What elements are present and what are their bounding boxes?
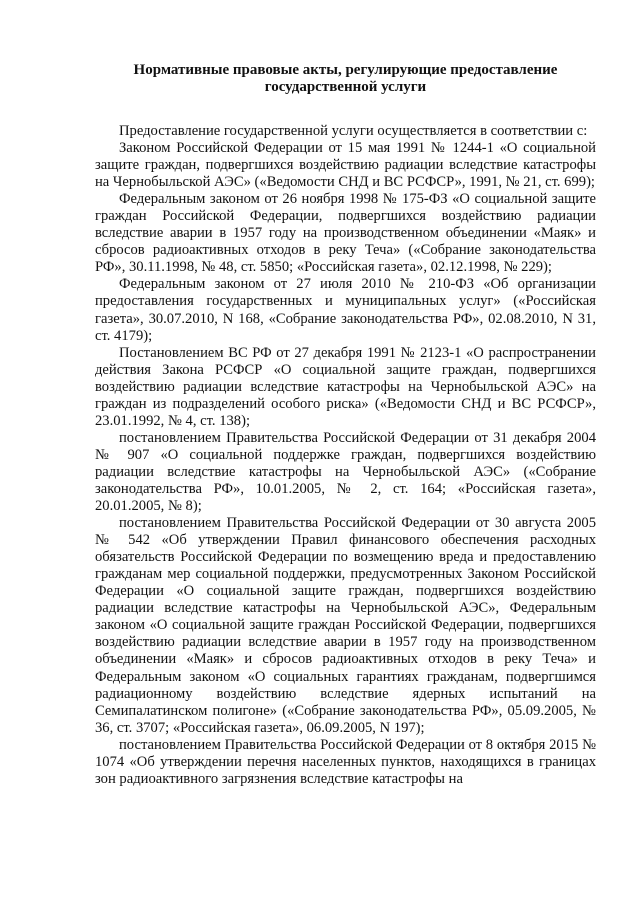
paragraph-intro: Предоставление государственной услуги осуществляется в соответствии с:	[119, 123, 588, 139]
document-title	[95, 62, 596, 96]
title-line-1: Нормативные правовые акты, регулирующие предоставление	[133, 62, 558, 78]
paragraph-decree-542: постановлением Правительства Российской Федерации от 30 августа 2005 № 542 «Об утверждении Правил финансового обеспечения расходных обязательств Российской Федерации по возмещению вреда и предоставлению гражданам мер социальной поддержки, предусмотренных Законом Российской Федерации «О социальной защите граждан, подвергшихся воздействию радиации вследствие катастрофы на Чернобыльской АЭС», Федеральным законом «О социальной защите граждан Российской Федерации, подвергшихся воздействию радиации вследствие аварии в 1957 году на производственном объединении «Маяк» и сбросов радиоактивных отходов в реку Теча» и Федеральным законом «О социальных гарантиях гражданам, подвергшимся радиационному воздействию вследствие ядерных испытаний на Семипалатинском полигоне» («Собрание законодательства РФ», 05.09.2005, № 36, ст. 3707; «Российская газета», 06.09.2005, N 197);	[95, 515, 596, 736]
paragraph-decree-1074: постановлением Правительства Российской Федерации от 8 октября 2015 № 1074 «Об утверждении перечня населенных пунктов, находящихся в границах зон радиоактивного загрязнения вследствие катастрофы на	[95, 736, 596, 787]
paragraph-law-210-fz: Федеральным законом от 27 июля 2010 № 210-ФЗ «Об организации предоставления государственных и муниципальных услуг» («Российская газета», 30.07.2010, N 168, «Собрание законодательства РФ», 02.08.2010, N 31, ст. 4179);	[95, 276, 596, 344]
paragraph-law-175-fz: Федеральным законом от 26 ноября 1998 № 175-ФЗ «О социальной защите граждан Российской Федерации, подвергшихся воздействию радиации вследствие аварии в 1957 году на производственном объединении «Маяк» и сбросов радиоактивных отходов в реку Теча» («Собрание законодательства РФ», 30.11.1998, № 48, ст. 5850; «Российская газета», 02.12.1998, № 229);	[95, 191, 596, 276]
document-body	[95, 123, 596, 788]
title-line-2: государственной услуги	[264, 79, 427, 95]
paragraph-resolution-2123-1: Постановлением ВС РФ от 27 декабря 1991 № 2123-1 «О распространении действия Закона РСФСР «О социальной защите граждан, подвергшихся воздействию радиации вследствие катастрофы на Чернобыльской АЭС» на граждан из подразделений особого риска» («Ведомости СНД и ВС РСФСР», 23.01.1992, № 4, ст. 138);	[95, 344, 596, 429]
paragraph-decree-907: постановлением Правительства Российской Федерации от 31 декабря 2004 № 907 «О социальной поддержке граждан, подвергшихся воздействию радиации вследствие катастрофы на Чернобыльской АЭС» («Собрание законодательства РФ», 10.01.2005, № 2, ст. 164; «Российская газета», 20.01.2005, № 8);	[95, 429, 596, 515]
paragraph-law-1244-1: Законом Российской Федерации от 15 мая 1991 № 1244-1 «О социальной защите граждан, подвергшихся воздействию радиации вследствие катастрофы на Чернобыльской АЭС» («Ведомости СНД и ВС РСФСР», 1991, № 21, ст. 699);	[95, 140, 596, 191]
